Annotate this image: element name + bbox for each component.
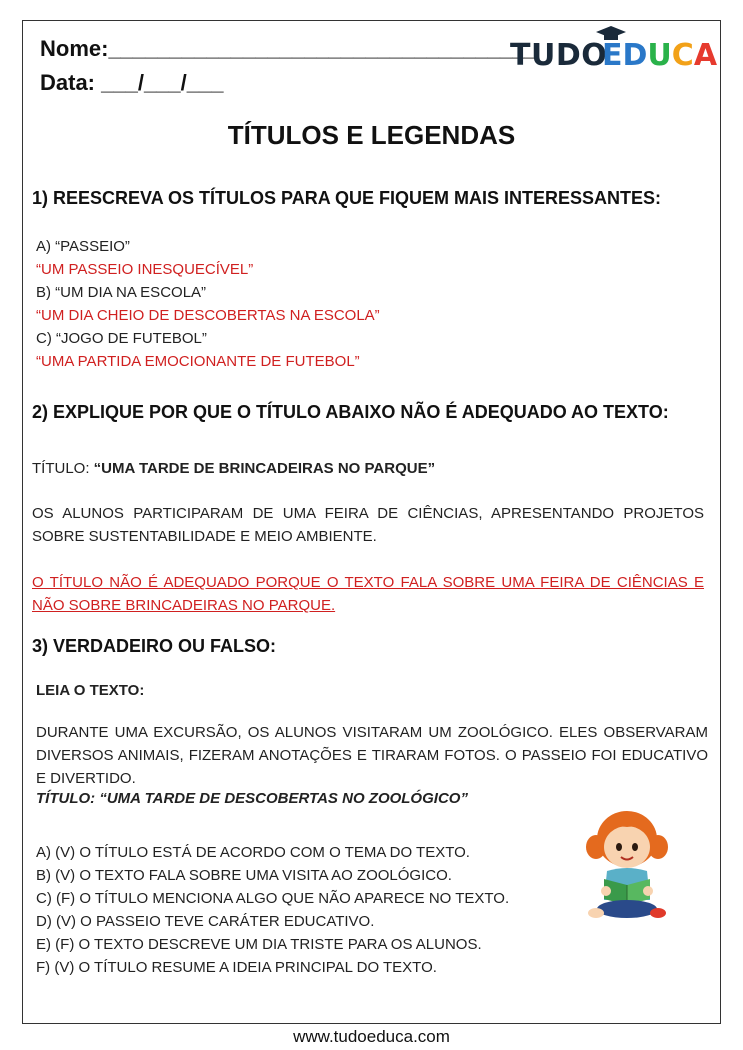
page-title: TÍTULOS E LEGENDAS <box>227 120 516 150</box>
girl-reading-book-illustration <box>582 805 672 925</box>
logo-letter-a: A <box>693 38 718 73</box>
q2-title-value: “UMA TARDE DE BRINCADEIRAS NO PARQUE” <box>93 460 436 477</box>
q2-title-line <box>32 460 435 477</box>
q2-title-label: TÍTULO: <box>32 460 94 477</box>
q3-item-f: F) (V) O TÍTULO RESUME A IDEIA PRINCIPAL DO TEXTO. <box>36 959 437 976</box>
q3-item-b: B) (V) O TEXTO FALA SOBRE UMA VISITA AO ZOOLÓGICO. <box>36 867 452 884</box>
logo-letter-d: D <box>622 38 648 73</box>
logo-letter-e: E <box>602 38 623 73</box>
question-1-heading: 1) REESCREVA OS TÍTULOS PARA QUE FIQUEM MAIS INTERESSANTES: <box>32 188 662 208</box>
q3-title-line: TÍTULO: “UMA TARDE DE DESCOBERTAS NO ZOOLÓGICO” <box>36 790 468 807</box>
tudoeduca-logo <box>510 26 720 78</box>
q1-answer-b: “UM DIA CHEIO DE DESCOBERTAS NA ESCOLA” <box>36 307 380 324</box>
q3-item-d: D) (V) O PASSEIO TEVE CARÁTER EDUCATIVO. <box>36 913 375 930</box>
q3-read-label: LEIA O TEXTO: <box>36 682 145 699</box>
q1-answer-a: “UM PASSEIO INESQUECÍVEL” <box>36 261 254 278</box>
date-field-label: Data: ___/___/___ <box>40 70 224 95</box>
q1-answer-c: “UMA PARTIDA EMOCIONANTE DE FUTEBOL” <box>36 353 360 370</box>
q1-item-a: A) “PASSEIO” <box>36 238 130 255</box>
logo-educa <box>602 38 717 73</box>
footer-website: www.tudoeduca.com <box>293 1027 450 1046</box>
q2-text: OS ALUNOS PARTICIPARAM DE UMA FEIRA DE CIÊNCIAS, APRESENTANDO PROJETOS SOBRE SUSTENTABILIDADE E MEIO AMBIENTE. <box>32 505 704 545</box>
logo-letter-u: U <box>647 38 672 73</box>
q1-item-b: B) “UM DIA NA ESCOLA” <box>36 284 207 301</box>
question-2-heading: 2) EXPLIQUE POR QUE O TÍTULO ABAIXO NÃO É ADEQUADO AO TEXTO: <box>32 402 669 422</box>
q3-item-c: C) (F) O TÍTULO MENCIONA ALGO QUE NÃO APARECE NO TEXTO. <box>36 890 510 907</box>
logo-tudo: TUDO <box>510 38 608 73</box>
logo-letter-c: C <box>671 38 694 73</box>
q3-item-a: A) (V) O TÍTULO ESTÁ DE ACORDO COM O TEMA DO TEXTO. <box>36 844 470 861</box>
question-3-heading: 3) VERDADEIRO OU FALSO: <box>32 636 277 656</box>
name-field-label: Nome:___________________________________ <box>40 36 537 61</box>
q1-item-c: C) “JOGO DE FUTEBOL” <box>36 330 207 347</box>
q3-text: DURANTE UMA EXCURSÃO, OS ALUNOS VISITARAM UM ZOOLÓGICO. ELES OBSERVARAM DIVERSOS ANIMAIS, FIZERAM ANOTAÇÕES E TIRARAM FOTOS. O PASSEIO FOI EDUCATIVO E DIVERTIDO. <box>36 724 708 787</box>
q3-item-e: E) (F) O TEXTO DESCREVE UM DIA TRISTE PARA OS ALUNOS. <box>36 936 482 953</box>
q2-answer: O TÍTULO NÃO É ADEQUADO PORQUE O TEXTO FALA SOBRE UMA FEIRA DE CIÊNCIAS E NÃO SOBRE BRINCADEIRAS NO PARQUE. <box>32 574 704 614</box>
